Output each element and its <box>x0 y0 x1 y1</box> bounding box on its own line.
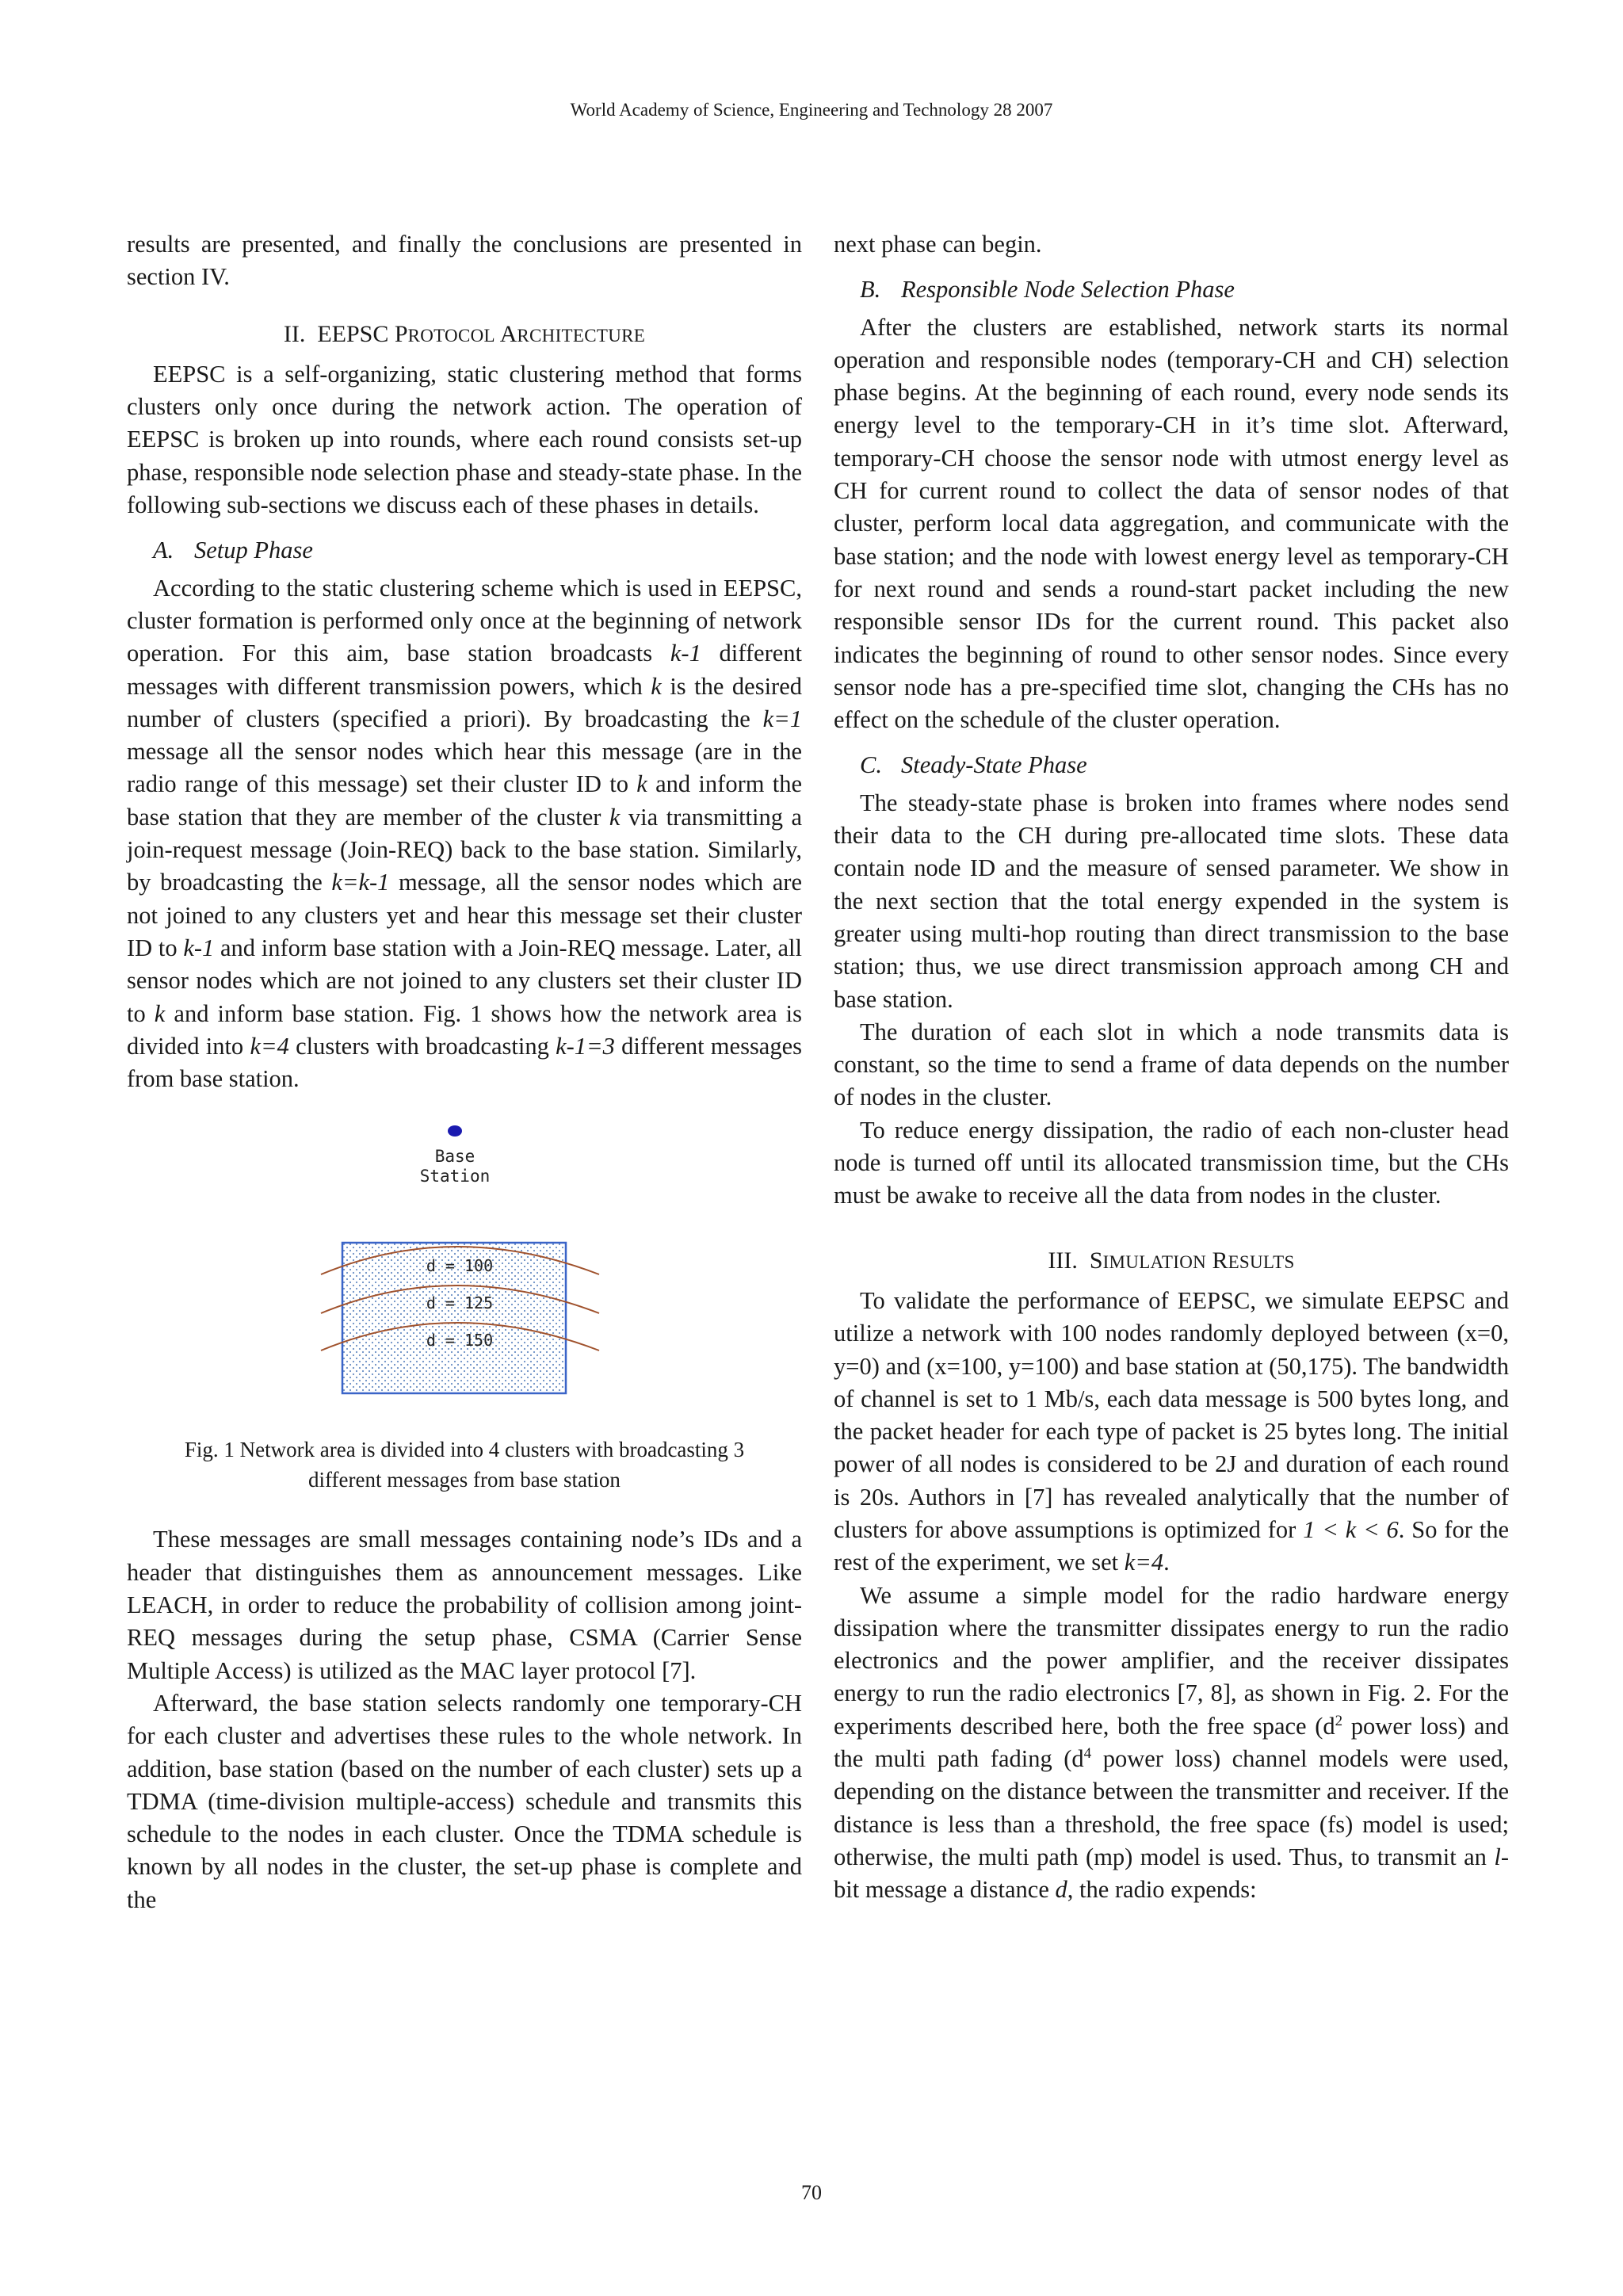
distance-label: d = 100 <box>426 1256 494 1276</box>
running-header: World Academy of Science, Engineering and Technology 28 2007 <box>570 100 1053 120</box>
left-column <box>127 228 802 1916</box>
section-heading-simulation-results <box>834 1244 1509 1278</box>
eepsc-paragraph: EEPSC is a self-organizing, static clustering method that forms clusters only once during the network action. The operation of EEPSC is broken up into rounds, where each round consists set-up phase, responsible node selection phase and steady-state phase. In the following sub-sections we discuss each of these phases in details. <box>127 360 802 519</box>
network-diagram <box>127 1122 802 1431</box>
section-title-part: A <box>495 320 517 347</box>
subsection-label: B. <box>860 276 881 304</box>
figure-caption: Fig. 1 Network area is divided into 4 clusters with broadcasting 3 different messages from base station <box>184 1438 745 1492</box>
reduce-energy-paragraph: To reduce energy dissipation, the radio of each non-cluster head node is turned off until its allocated transmission time, but the CHs must be awake to receive all the data from nodes in the cluster. <box>834 1116 1509 1209</box>
subsection-label: C. <box>860 751 882 779</box>
continued-paragraph: next phase can begin. <box>834 231 1042 258</box>
section-title-part: EEPSC P <box>317 320 408 347</box>
distance-label: d = 125 <box>426 1293 494 1313</box>
subsection-heading-setup <box>127 534 802 567</box>
subsection-title: Steady-State Phase <box>901 751 1087 779</box>
section-title-part: RCHITECTURE <box>517 325 646 346</box>
steady-state-paragraph: The steady-state phase is broken into frames where nodes send their data to the CH during pre-allocated time slots. These data contain node ID and the measure of sensed parameter. We show in the next section that the total energy expended in the system is greater using multi-hop routing than direct transmission to the base station; thus, we use direct transmission approach among CH and base station. <box>834 789 1509 1013</box>
subsection-label: A. <box>153 537 174 564</box>
afterward-paragraph: Afterward, the base station selects randomly one temporary-CH for each cluster and advertises these rules to the whole network. In addition, base station (based on the number of each cluster) sets up a TDMA (time-division multiple-access) schedule and transmits this schedule to the nodes in each cluster. Once the TDMA schedule is known by all nodes in the cluster, the set-up phase is complete and the <box>127 1689 802 1913</box>
page-number: 70 <box>801 2181 822 2204</box>
setup-paragraph: According to the static clustering scheme which is used in EEPSC, cluster formation is performed only once at the beginning of network operation. For this aim, base station broadcasts k-1 different messages with different transmission powers, which k is the desired number of clusters (specified a priori). By broadcasting the k=1 message all the sensor nodes which hear this message (are in the radio range of this message) set their cluster ID to k and inform the base station that they are member of the cluster k via transmitting a join-request message (Join-REQ) back to the base station. Similarly, by broadcasting the k=k-1 message, all the sensor nodes which are not joined to any clusters yet and hear this message set their cluster ID to k-1 and inform base station with a Join-REQ message. Later, all sensor nodes which are not joined to any clusters set their cluster ID to k and inform base station. Fig. 1 shows how the network area is divided into k=4 clusters with broadcasting k-1=3 different messages from base station. <box>127 574 803 1093</box>
figure-network-clusters <box>127 1122 802 1431</box>
right-column <box>834 228 1509 1907</box>
base-station-label: Station <box>419 1167 491 1186</box>
base-station-label: Base <box>434 1147 475 1167</box>
simulation-paragraph: To validate the performance of EEPSC, we simulate EEPSC and utilize a network with 100 nodes randomly deployed between (x=0, y=0) and (x=100, y=100) and base station at (50,175). The bandwidth of channel is set to 1 Mb/s, each data message is 500 bytes long, and the packet header for each type of packet is 25 bytes long. The initial power of all nodes is considered to be 2J and duration of each round is 20s. Authors in [7] has revealed analytically that the number of clusters for above assumptions is optimized for 1 < k < 6. So for the rest of the experiment, we set k=4. <box>834 1286 1509 1576</box>
subsection-title: Responsible Node Selection Phase <box>901 276 1235 304</box>
section-heading-protocol-architecture <box>127 318 802 352</box>
section-title-part: R <box>1206 1247 1228 1274</box>
section-title-part: ROTOCOL <box>407 325 495 346</box>
subsection-heading-responsible-node <box>834 273 1509 306</box>
intro-paragraph: results are presented, and finally the conclusions are presented in section IV. <box>127 231 802 291</box>
radio-model-paragraph: We assume a simple model for the radio hardware energy dissipation where the transmitter dissipates energy to run the radio electronics and the power amplifier, and the receiver dissipates energy to run the radio electronics [7, 8], as shown in Fig. 2. For the experiments described here, both the free space ($d^2$ power loss) and the multi path fading ($d^4$ power loss) channel models were used, depending on the distance between the transmitter and receiver. If the distance is less than a threshold, the free space (fs) model is used; otherwise, the multi path (mp) model is used. Thus, to transmit an l-bit message a distance d, the radio expends: <box>834 1581 1509 1904</box>
section-title-part: ESULTS <box>1228 1251 1295 1272</box>
section-number: III. <box>1048 1247 1078 1274</box>
messages-paragraph: These messages are small messages containing node’s IDs and a header that distinguishes them as announcement messages. Like LEACH, in order to reduce the probability of collision among joint-REQ messages during the setup phase, CSMA (Carrier Sense Multiple Access) is utilized as the MAC layer protocol [7]. <box>127 1526 802 1684</box>
section-number: II. <box>283 320 306 347</box>
section-title-part: S <box>1089 1247 1103 1274</box>
subsection-title: Setup Phase <box>194 537 313 564</box>
section-title-part: IMULATION <box>1102 1251 1207 1272</box>
distance-label: d = 150 <box>426 1331 494 1350</box>
responsible-node-paragraph: After the clusters are established, network starts its normal operation and responsible nodes (temporary-CH and CH) selection phase begins. At the beginning of each round, every node sends its energy level to the temporary-CH in it’s time slot. Afterward, temporary-CH choose the sensor node with utmost energy level as CH for current round to collect the data of sensor nodes of that cluster, perform local data aggregation, and communicate with the base station; and the node with lowest energy level as temporary-CH for next round and sends a round-start packet including the new responsible sensor IDs for the current round. This packet also indicates the beginning of round to other sensor nodes. Since every sensor node has a pre-specified time slot, changing the CHs has no effect on the schedule of the cluster operation. <box>834 313 1509 734</box>
base-station-dot <box>448 1125 462 1137</box>
duration-paragraph: The duration of each slot in which a node transmits data is constant, so the time to send a frame of data depends on the number of nodes in the cluster. <box>834 1018 1509 1111</box>
subsection-heading-steady-state <box>834 749 1509 781</box>
